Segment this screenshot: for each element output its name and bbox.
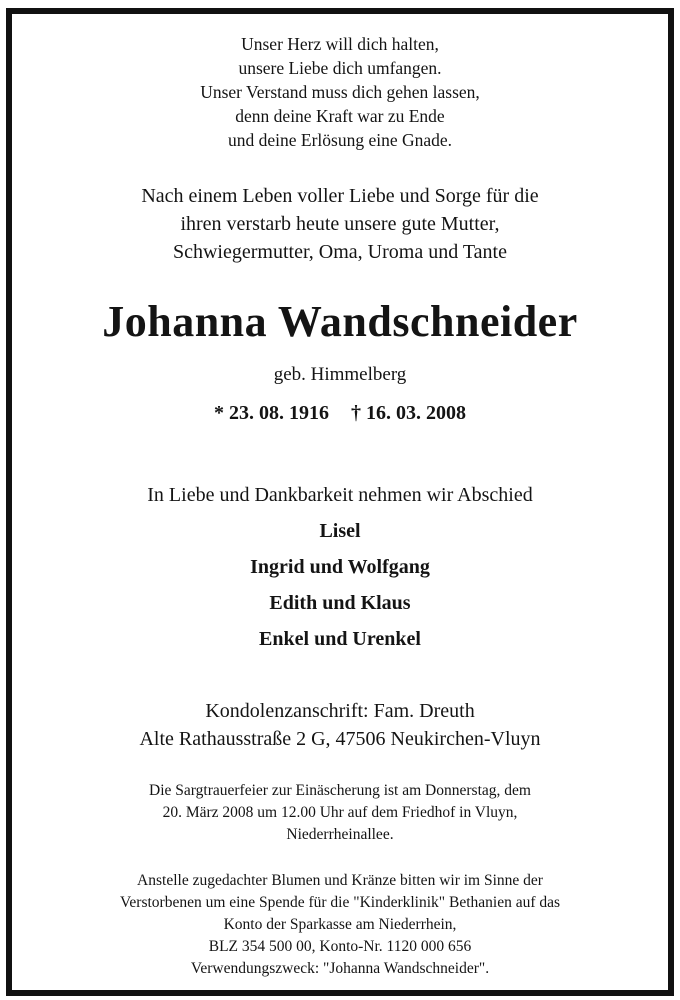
ceremony-line: Niederrheinallee. xyxy=(286,826,394,843)
birth-date: * 23. 08. 1916 xyxy=(214,402,329,424)
poem-line: unsere Liebe dich umfangen. xyxy=(238,58,442,78)
donation-line: BLZ 354 500 00, Konto-Nr. 1120 000 656 xyxy=(208,938,472,955)
deceased-name: Johanna Wandschneider xyxy=(102,297,578,346)
donation-line: Anstelle zugedachter Blumen und Kränze bitten wir im Sinne der xyxy=(137,872,543,889)
poem-line: denn deine Kraft war zu Ende xyxy=(235,106,445,126)
mourner: Ingrid und Wolfgang xyxy=(250,556,430,578)
ceremony-line: 20. März 2008 um 12.00 Uhr auf dem Friedhof in Vluyn, xyxy=(162,804,518,821)
mourner: Enkel und Urenkel xyxy=(259,628,421,650)
condolence-line: Alte Rathausstraße 2 G, 47506 Neukirchen-Vluyn xyxy=(139,728,541,750)
poem-line: und deine Erlösung eine Gnade. xyxy=(227,130,453,150)
donation-line: Konto der Sparkasse am Niederrhein, xyxy=(223,916,457,933)
life-dates xyxy=(12,402,668,425)
mourner: Lisel xyxy=(319,520,361,542)
intro-line: ihren verstarb heute unsere gute Mutter, xyxy=(180,213,500,235)
donation-line: Verstorbenen um eine Spende für die "Kinderklinik" Bethanien auf das xyxy=(119,894,561,911)
donation-line: Verwendungszweck: "Johanna Wandschneider". xyxy=(190,960,490,977)
condolence-line: Kondolenzanschrift: Fam. Dreuth xyxy=(205,700,475,722)
poem-line: Unser Verstand muss dich gehen lassen, xyxy=(200,82,480,102)
obituary-notice xyxy=(6,8,674,996)
death-date: † 16. 03. 2008 xyxy=(351,402,466,424)
farewell-text: In Liebe und Dankbarkeit nehmen wir Abschied xyxy=(147,484,533,506)
ceremony-line: Die Sargtrauerfeier zur Einäscherung ist am Donnerstag, dem xyxy=(149,782,531,799)
intro-line: Nach einem Leben voller Liebe und Sorge für die xyxy=(141,185,539,207)
intro-line: Schwiegermutter, Oma, Uroma und Tante xyxy=(172,241,507,263)
birth-name: geb. Himmelberg xyxy=(273,364,407,385)
mourner: Edith und Klaus xyxy=(269,592,411,614)
poem-line: Unser Herz will dich halten, xyxy=(241,34,439,54)
